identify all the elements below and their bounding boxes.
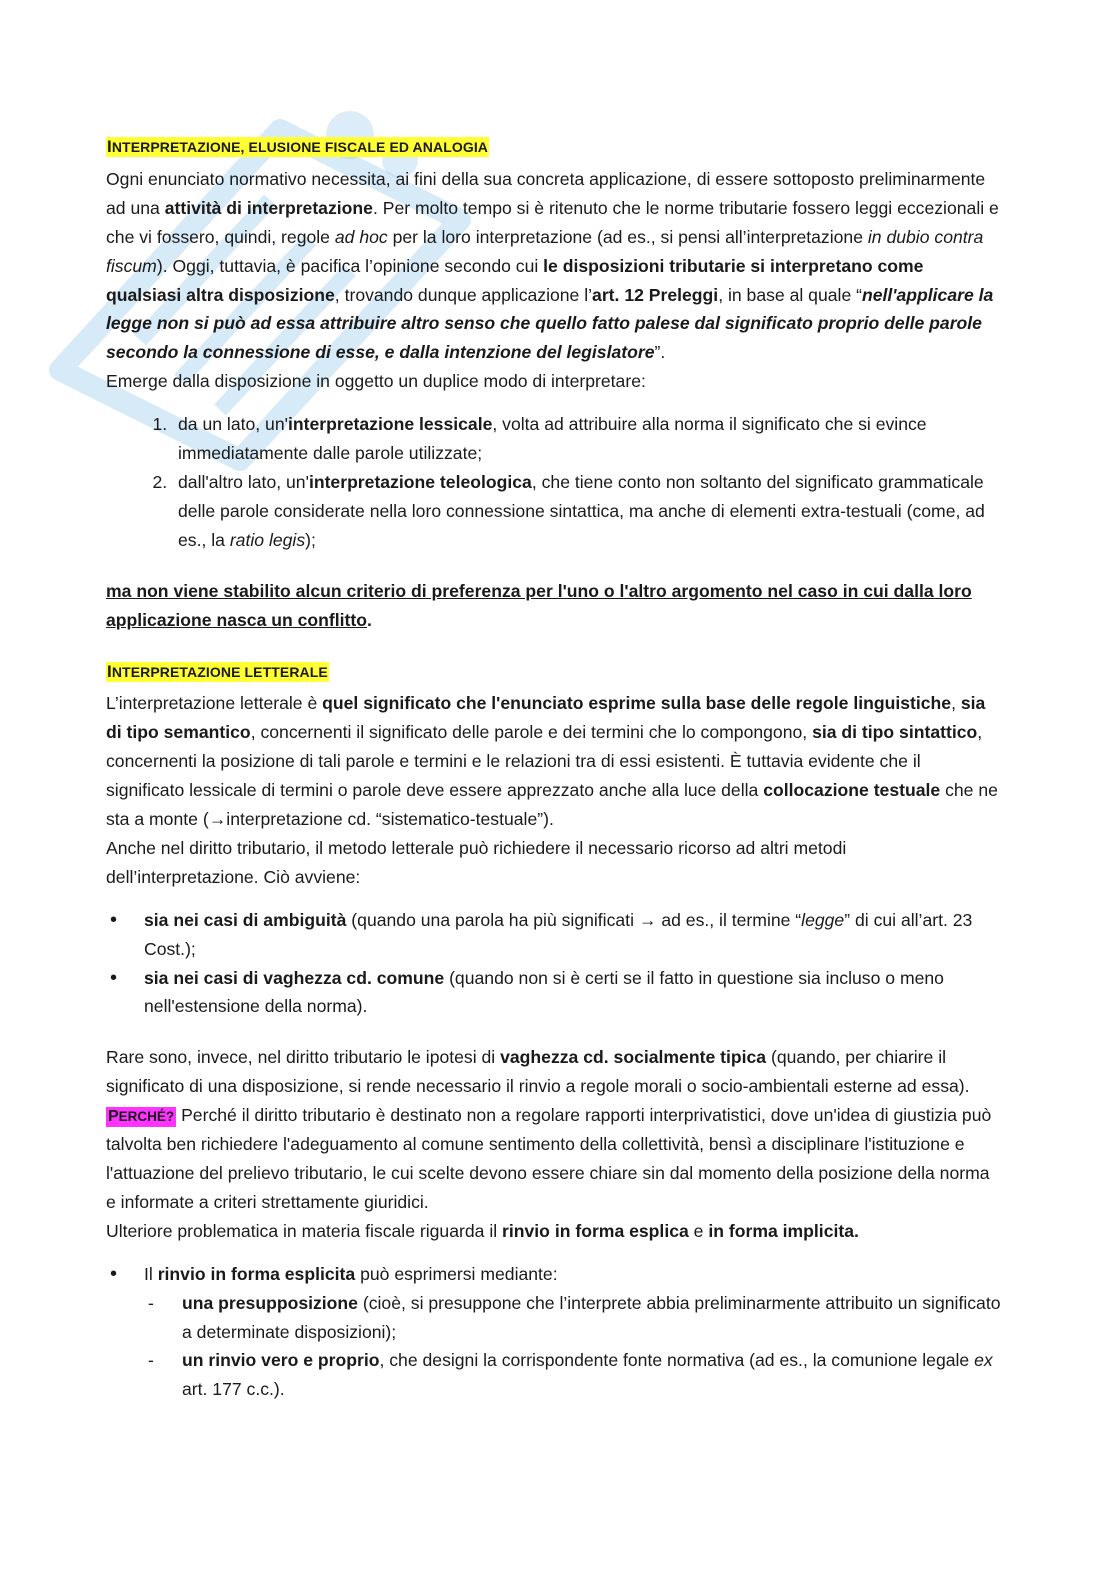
arrow-icon: → (208, 809, 227, 830)
paragraph-intro: Ogni enunciato normativo necessita, ai fini della sua concreta applicazione, di essere sottoposto preliminarmente ad una attività di interpretazione. Per molto tempo si è ritenuto che le norme tributarie fossero leggi eccezionali e che vi fossero, quindi, regole ad hoc per la loro interpretazione (ad es., si pensi all’interpretazione in dubio contra fiscum). Oggi, tuttavia, è pacifica l’opinione secondo cui le disposizioni tributarie si interpretano come qualsiasi altra disposizione, trovando dunque applicazione l’art. 12 Preleggi, in base al quale “nell'applicare la legge non si può ad essa attribuire altro senso che quello fatto palese dal significato proprio delle parole secondo la connessione di esse, e dalla intenzione del legislatore”. (106, 168, 999, 363)
paragraph-conflitto: ma non viene stabilito alcun criterio di preferenza per l'uno o l'altro argomento nel caso in cui dalla loro applicazione nasca un conflitto. (106, 580, 972, 630)
paragraph-rinvio: Ulteriore problematica in materia fiscale riguarda il rinvio in forma esplica e in forma implicita. (106, 1220, 859, 1241)
dash-list (144, 1289, 1001, 1405)
paragraph-metodo: Anche nel diritto tributario, il metodo letterale può richiedere il necessario ricorso ad altri metodi dell’interpretazione. Ciò avviene: (106, 837, 847, 887)
perche-tag: PERCHÉ? (108, 1108, 175, 1126)
list-item: - una presupposizione (cioè, si presuppone che l’interprete abbia preliminarmente attribuito un significato a determinate disposizioni); (182, 1289, 1001, 1347)
list-item: • sia nei casi di ambiguità (quando una parola ha più significati → ad es., il termine “legge” di cui all’art. 23 Cost.); (144, 906, 1001, 964)
list-item: 2. dall'altro lato, un'interpretazione teleologica, che tiene conto non soltanto del significato grammaticale delle parole considerate nella loro connessione sintattica, ma anche di elementi extra-testuali (come, ad es., la ratio legis); (172, 468, 1001, 555)
bullet-list (106, 906, 1001, 1022)
paragraph-duplice-modo: Emerge dalla disposizione in oggetto un duplice modo di interpretare: (106, 371, 646, 392)
document-page (106, 132, 1001, 1404)
section-heading-letterale: INTERPRETAZIONE LETTERALE (107, 661, 328, 681)
numbered-list (106, 410, 1001, 555)
list-item: - un rinvio vero e proprio, che designi la corrispondente fonte normativa (ad es., la comunione legale ex art. 177 c.c.). (182, 1346, 1001, 1404)
list-item: 1. da un lato, un'interpretazione lessicale, volta ad attribuire alla norma il significato che si evince immediatamente dalle parole utilizzate; (172, 410, 1001, 468)
list-item: • sia nei casi di vaghezza cd. comune (quando non si è certi se il fatto in questione sia incluso o meno nell'estensione della norma). (144, 964, 1001, 1022)
bullet-list-rinvio (106, 1260, 1001, 1405)
section-heading-interpretazione: INTERPRETAZIONE, ELUSIONE FISCALE ED ANALOGIA (107, 137, 489, 156)
arrow-icon: → (638, 909, 657, 930)
paragraph-vaghezza: Rare sono, invece, nel diritto tributario le ipotesi di vaghezza cd. socialmente tipica (quando, per chiarire il significato di una disposizione, si rende necessario il rinvio a regole morali o socio-ambientali esterne ad essa). PERCHÉ? Perché il diritto tributario è destinato non a regolare rapporti interprivatistici, dove un'idea di giustizia può talvolta ben richiedere l'adeguamento al comune sentimento della collettività, bensì a disciplinare l'istituzione e l'attuazione del prelievo tributario, le cui scelte devono essere chiare sin dal momento della posizione della norma e informate a criteri strettamente giuridici. (106, 1047, 992, 1212)
list-item: • Il rinvio in forma esplicita può esprimersi mediante: - una presupposizione (cioè, si presuppone che l’interprete abbia preliminarmente attribuito un significato a determinate disposizioni); - un rinvio vero e proprio, che designi la corrispondente fonte normativa (ad es., la comunione legale ex art. 177 c.c.). (144, 1260, 1001, 1405)
paragraph-letterale: L’interpretazione letterale è quel significato che l'enunciato esprime sulla base delle regole linguistiche, sia di tipo semantico, concernenti il significato delle parole e dei termini che lo compongono, sia di tipo sintattico, concernenti la posizione di tali parole e termini e le relazioni tra di essi esistenti. È tuttavia evidente che il significato lessicale di termini o parole deve essere apprezzato anche alla luce della collocazione testuale che ne sta a monte (→interpretazione cd. “sistematico-testuale”). (106, 693, 998, 830)
